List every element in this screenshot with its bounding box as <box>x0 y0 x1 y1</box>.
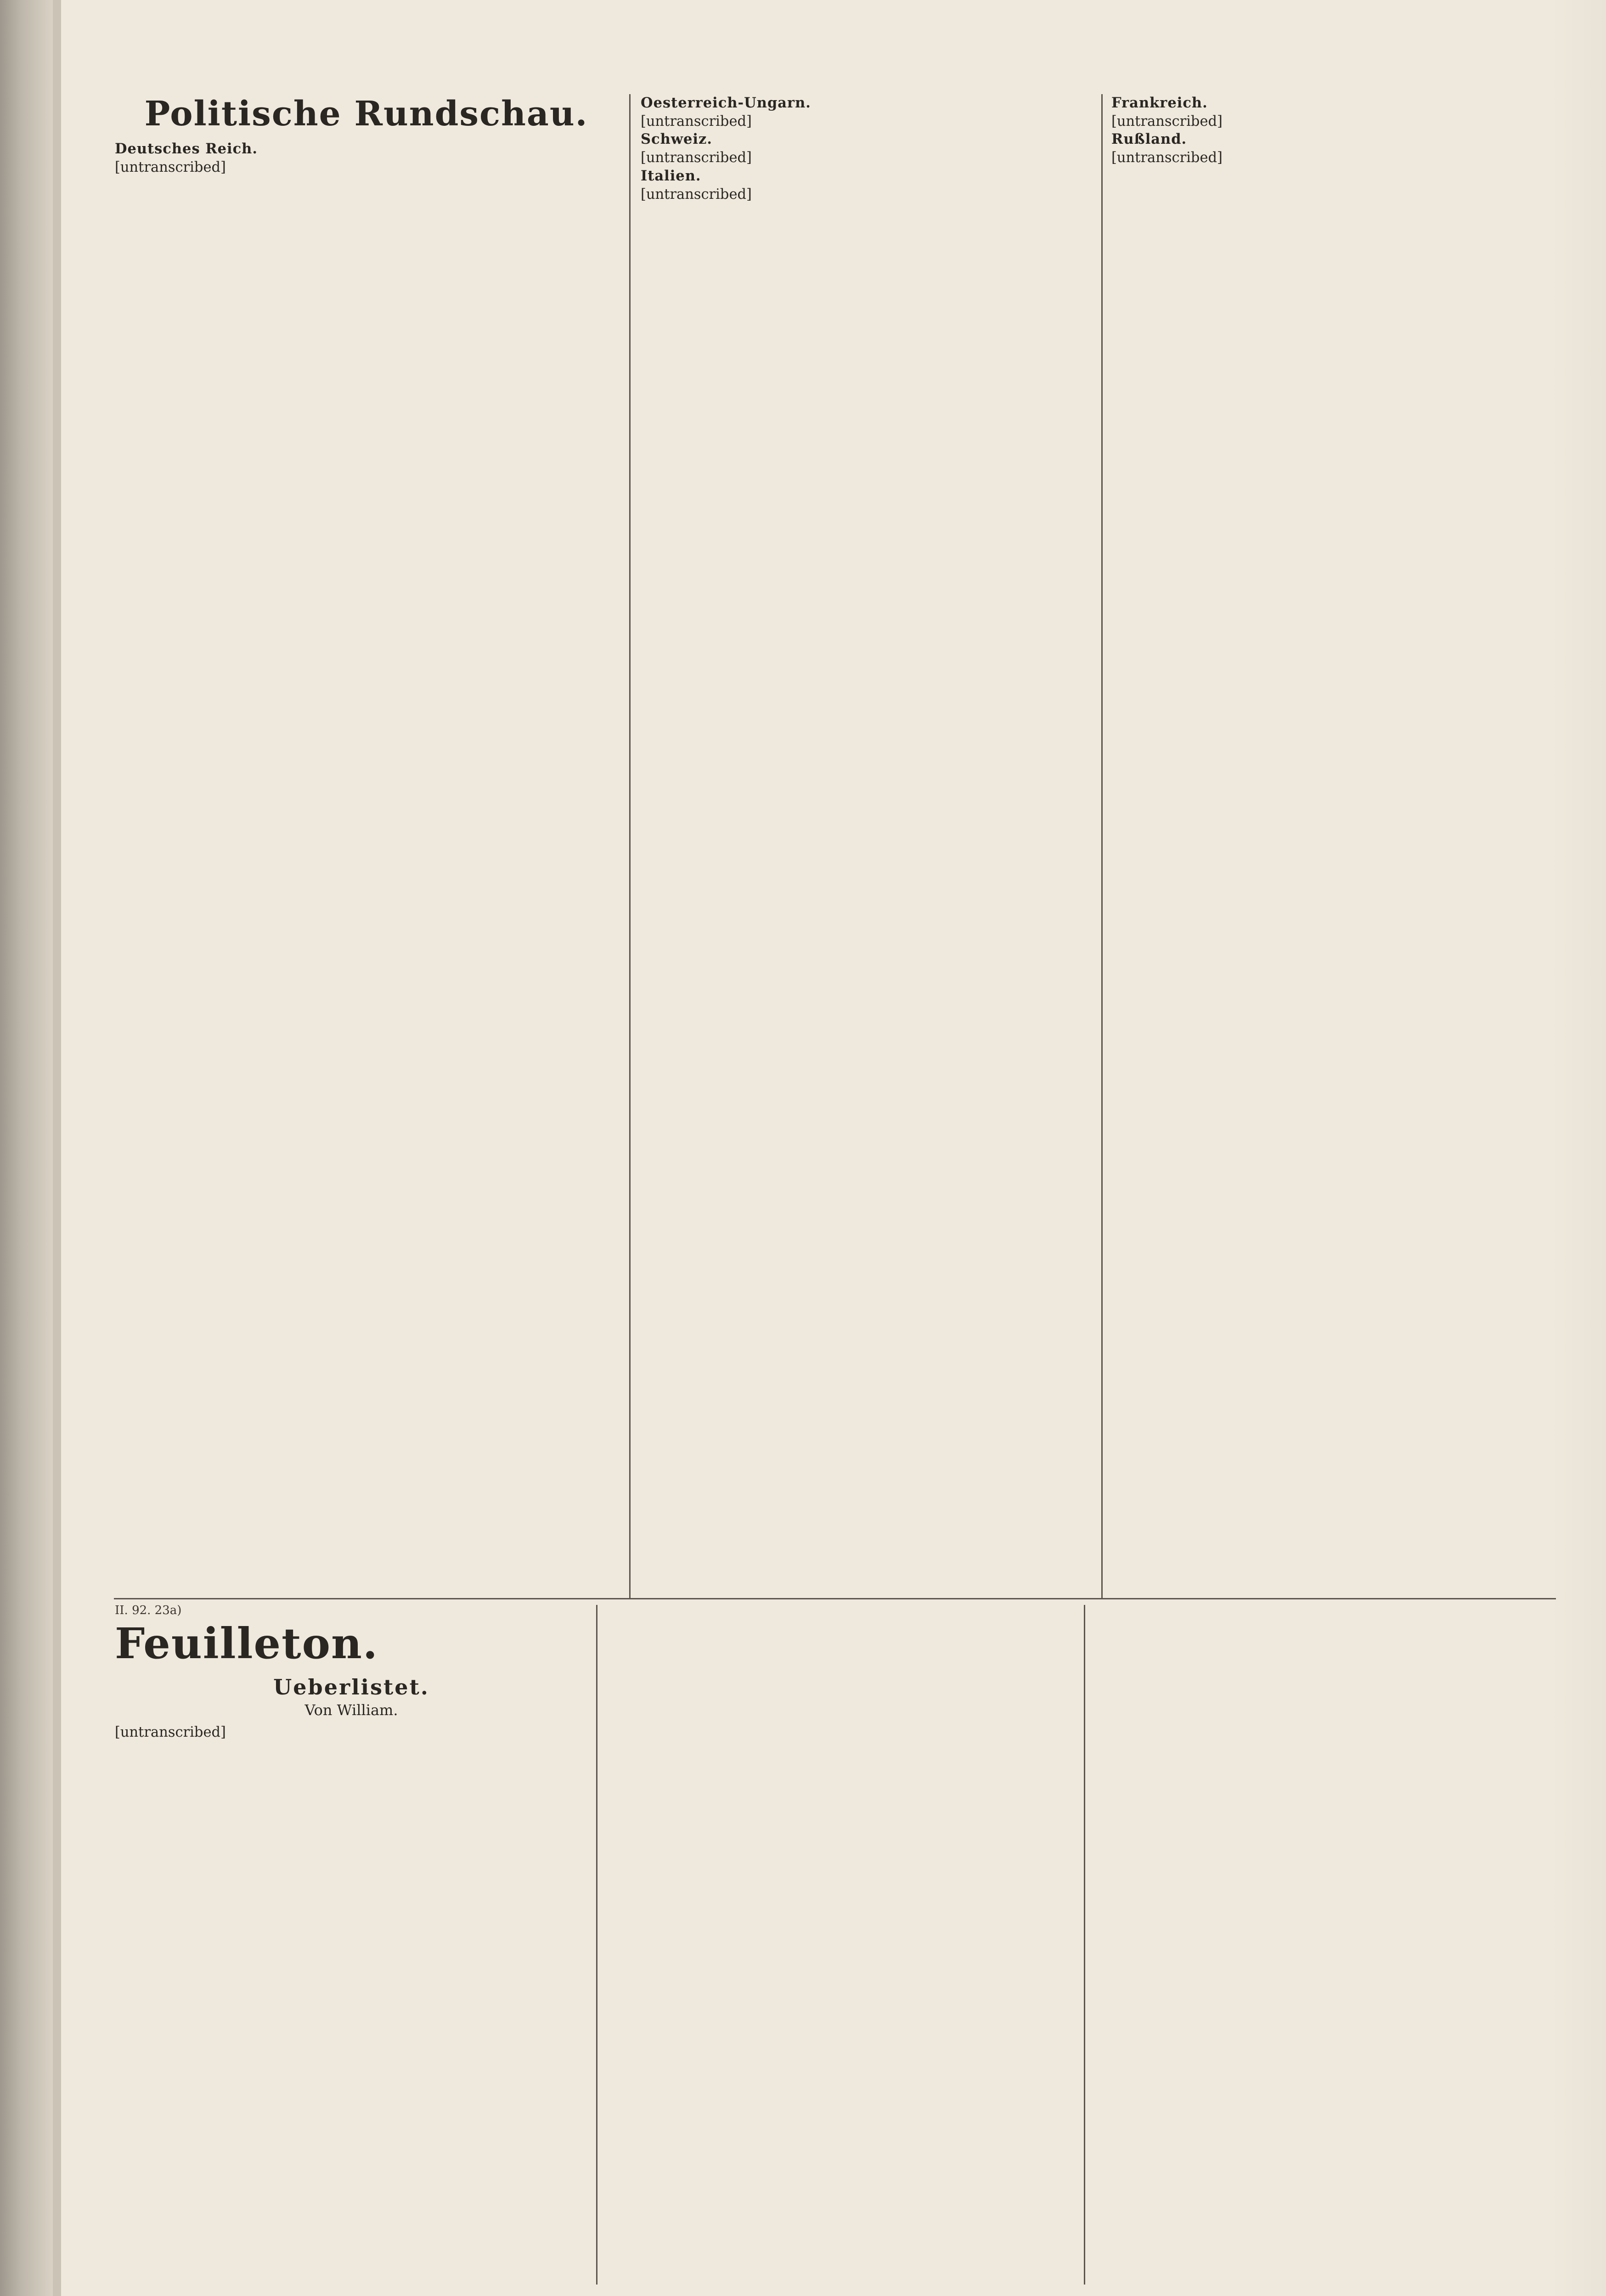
binding-spine <box>0 0 53 2296</box>
binding-edge <box>53 0 61 2296</box>
story-byline: Von William. <box>304 1701 398 1719</box>
feuilleton-column-1 <box>115 1619 588 2294</box>
column-2 <box>641 94 1091 1596</box>
section-italien <box>641 167 1091 203</box>
feuilleton-column-3 <box>1093 1619 1552 2294</box>
oesterreich-text: [untranscribed] <box>641 113 752 129</box>
section-russland <box>1111 130 1552 167</box>
frankreich-heading: Frankreich. <box>1111 95 1208 111</box>
section-oesterreich <box>641 94 1091 130</box>
story-title: Ueberlistet. <box>273 1675 429 1699</box>
column-3 <box>1111 94 1552 1596</box>
section-title-politische-rundschau: Politische Rundschau. <box>144 94 588 134</box>
page-signature: II. 92. 23a) <box>115 1604 182 1617</box>
section-schweiz <box>641 130 1091 167</box>
deutsches-reich-text: [untranscribed] <box>115 159 226 175</box>
section-frankreich <box>1111 94 1552 130</box>
deutsches-reich-heading: Deutsches Reich. <box>115 141 258 157</box>
feuilleton-title: Feuilleton. <box>115 1619 378 1668</box>
schweiz-text: [untranscribed] <box>641 150 752 166</box>
italien-heading: Italien. <box>641 167 701 184</box>
paper-edge-shade <box>1551 0 1606 2296</box>
column-rule-4 <box>1084 1605 1085 2285</box>
feuilleton-separator-rule <box>114 1598 1556 1599</box>
column-1 <box>115 94 618 1596</box>
column-rule-2 <box>1101 94 1103 1598</box>
feuilleton-column-2 <box>605 1619 1074 2294</box>
column-rule-3 <box>596 1605 597 2285</box>
oesterreich-heading: Oesterreich-Ungarn. <box>641 95 811 111</box>
feuilleton-text: [untranscribed] <box>115 1724 226 1740</box>
russland-heading: Rußland. <box>1111 131 1187 148</box>
russland-text: [untranscribed] <box>1111 150 1223 166</box>
italien-text: [untranscribed] <box>641 186 752 203</box>
frankreich-text: [untranscribed] <box>1111 113 1223 129</box>
column-rule-1 <box>629 94 631 1598</box>
schweiz-heading: Schweiz. <box>641 131 712 148</box>
section-deutsches-reich <box>115 140 618 176</box>
